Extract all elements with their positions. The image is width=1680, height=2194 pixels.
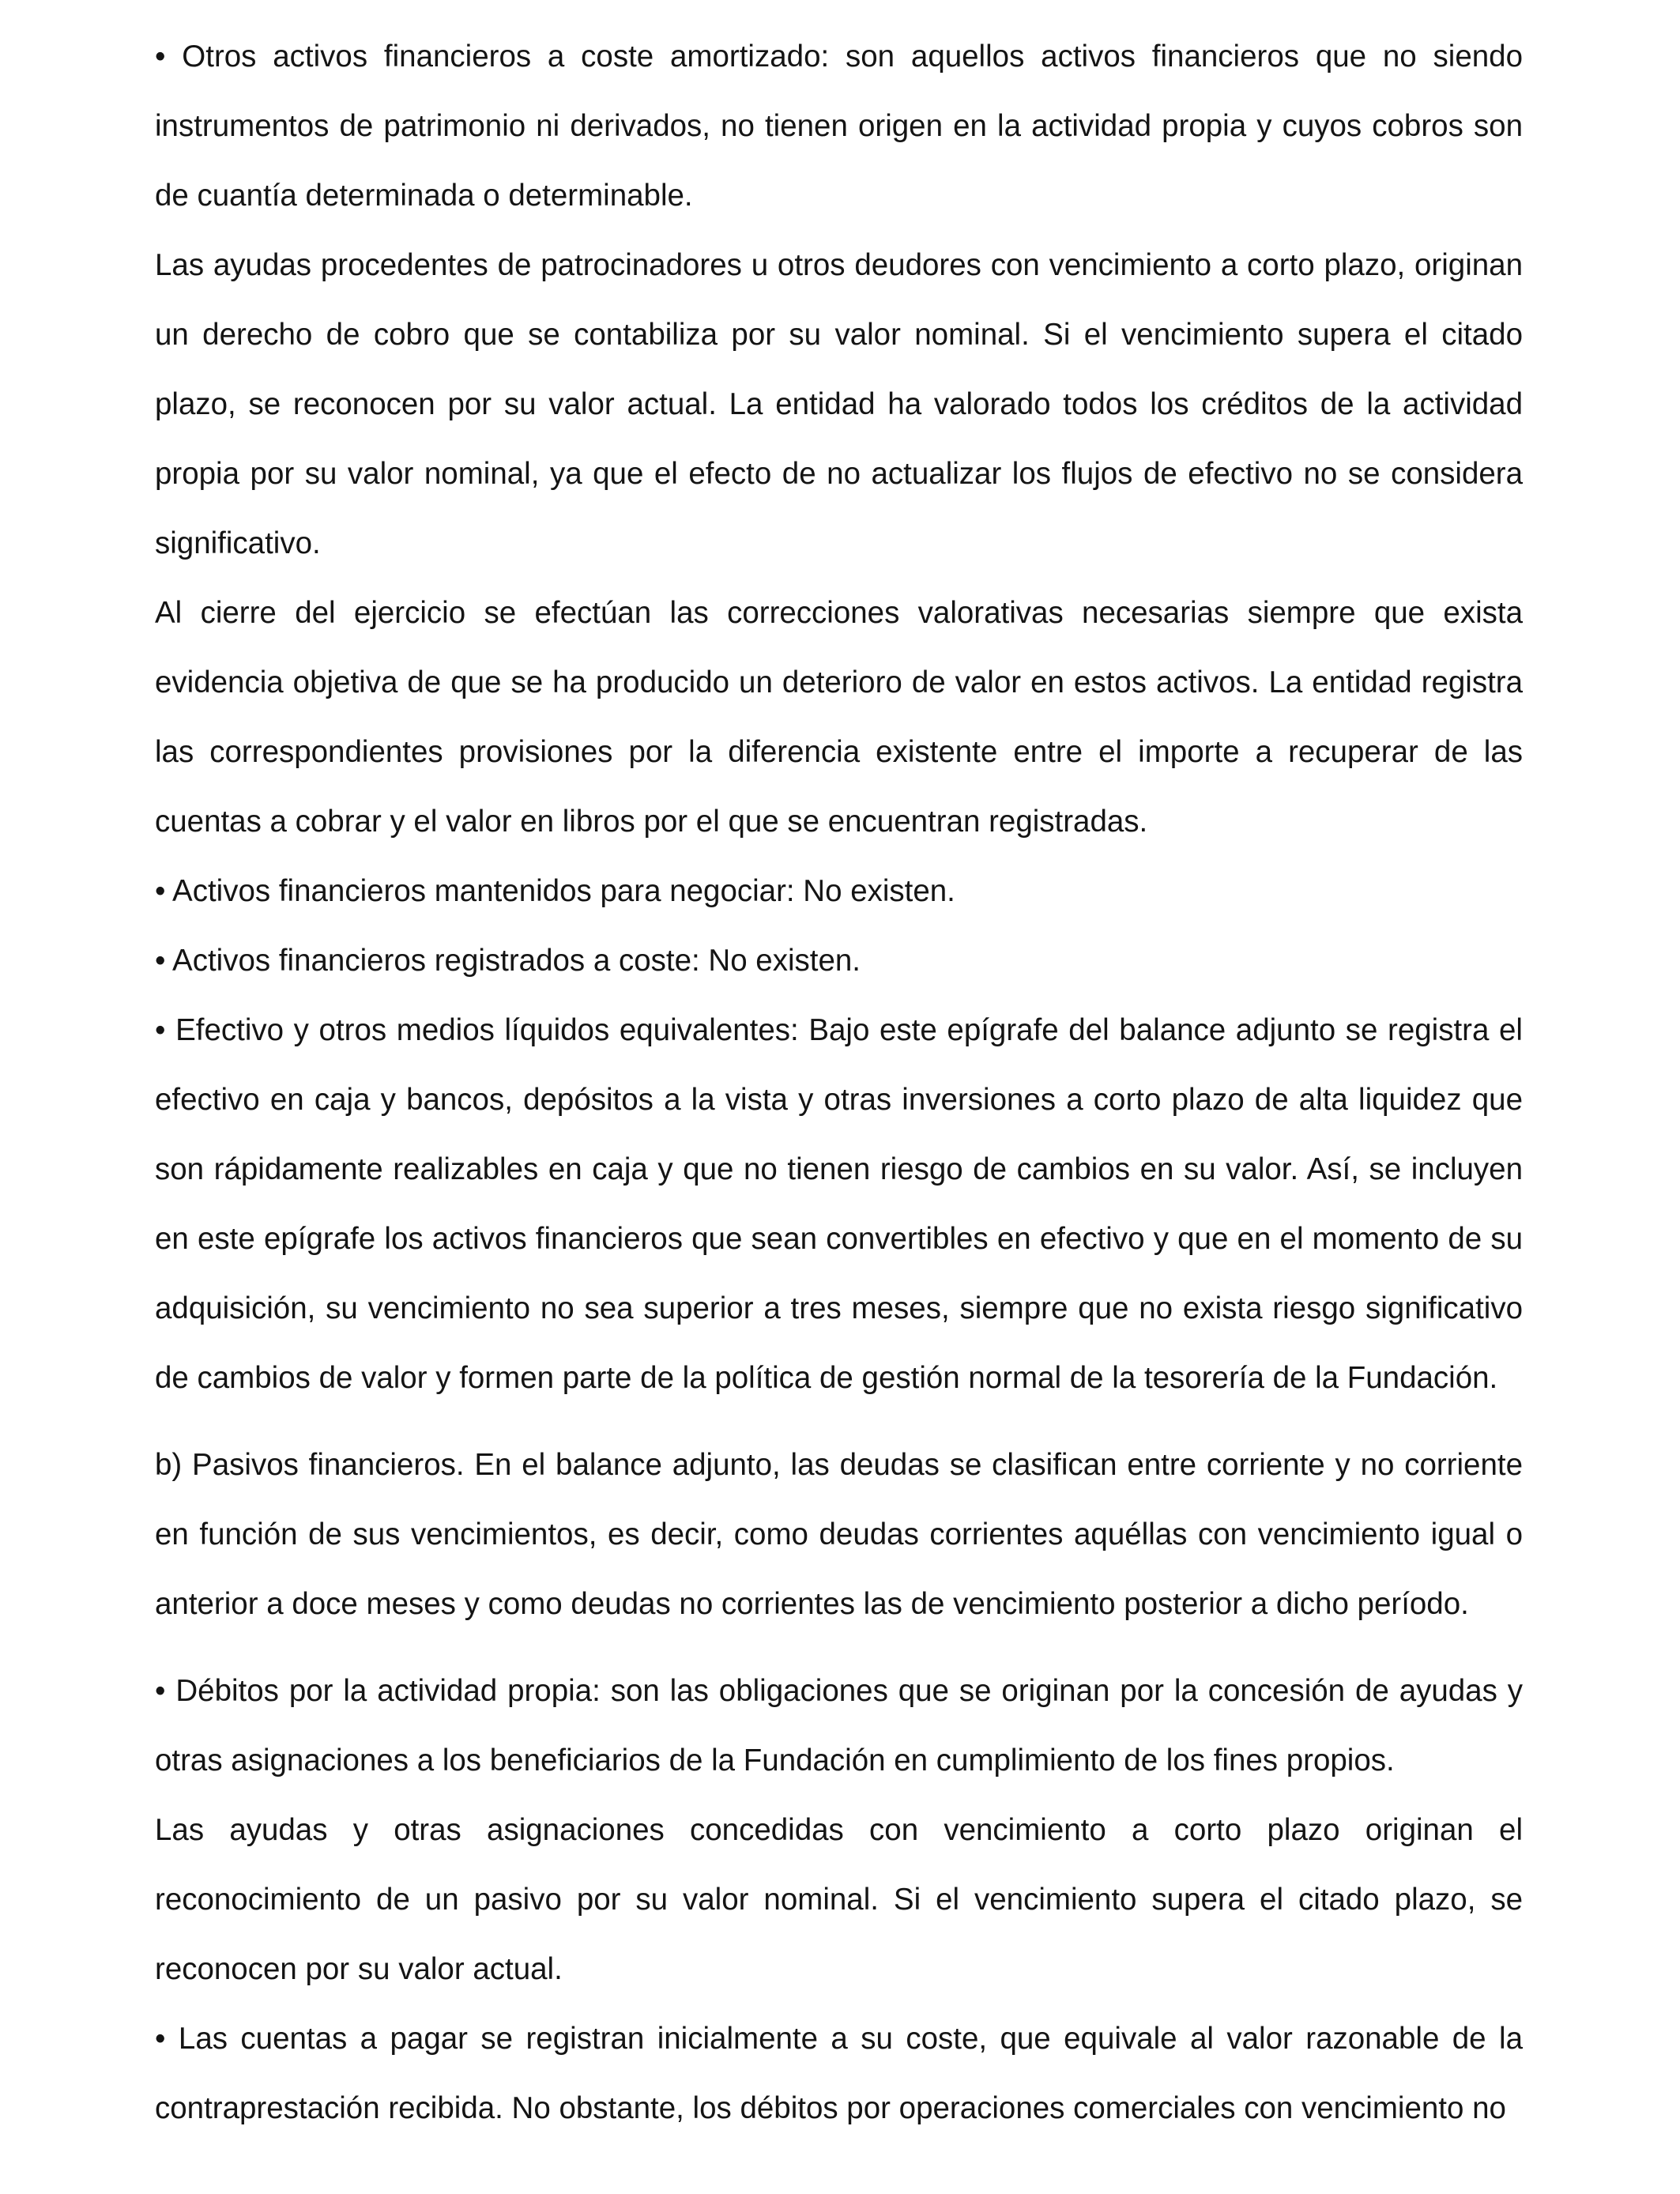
- paragraph-ayudas-asignaciones: Las ayudas y otras asignaciones concedidas con vencimiento a corto plazo originan el reconocimiento de un pasivo por su valor nominal. Si el vencimiento supera el citado plazo, se reconocen por su valor actual.: [155, 1813, 1523, 1986]
- paragraph-correcciones-valorativas: Al cierre del ejercicio se efectúan las correcciones valorativas necesarias siempre que exista evidencia objetiva de que se ha producido un deterioro de valor en estos activos. La entidad registra las correspondientes provisiones por la diferencia existente entre el importe a recuperar de las cuentas a cobrar y el valor en libros por el que se encuentran registradas.: [155, 596, 1523, 839]
- paragraph-activos-coste: • Activos financieros registrados a coste: No existen.: [155, 944, 861, 978]
- paragraph-otros-activos-financieros: • Otros activos financieros a coste amortizado: son aquellos activos financieros que no siendo instrumentos de patrimonio ni derivados, no tienen origen en la actividad propia y cuyos cobros son de cuantía determinada o determinable.: [155, 40, 1523, 213]
- document-page: [155, 22, 1523, 2143]
- paragraph-activos-negociar: • Activos financieros mantenidos para negociar: No existen.: [155, 874, 955, 908]
- paragraph-efectivo-liquidos: • Efectivo y otros medios líquidos equivalentes: Bajo este epígrafe del balance adjunto se registra el efectivo en caja y bancos, depósitos a la vista y otras inversiones a corto plazo de alta liquidez que son rápidamente realizables en caja y que no tienen riesgo de cambios en su valor. Así, se incluyen en este epígrafe los activos financieros que sean convertibles en efectivo y que en el momento de su adquisición, su vencimiento no sea superior a tres meses, siempre que no exista riesgo significativo de cambios de valor y formen parte de la política de gestión normal de la tesorería de la Fundación.: [155, 1013, 1523, 1395]
- paragraph-cuentas-pagar: • Las cuentas a pagar se registran inicialmente a su coste, que equivale al valor razonable de la contraprestación recibida. No obstante, los débitos por operaciones comerciales con vencimiento no: [155, 2022, 1523, 2125]
- paragraph-debitos-actividad-propia: • Débitos por la actividad propia: son las obligaciones que se originan por la concesión de ayudas y otras asignaciones a los beneficiarios de la Fundación en cumplimiento de los fines propios.: [155, 1674, 1523, 1777]
- paragraph-pasivos-financieros: b) Pasivos financieros. En el balance adjunto, las deudas se clasifican entre corriente y no corriente en función de sus vencimientos, es decir, como deudas corrientes aquéllas con vencimiento igual o anterior a doce meses y como deudas no corrientes las de vencimiento posterior a dicho período.: [155, 1448, 1523, 1621]
- paragraph-ayudas-patrocinadores: Las ayudas procedentes de patrocinadores u otros deudores con vencimiento a corto plazo, originan un derecho de cobro que se contabiliza por su valor nominal. Si el vencimiento supera el citado plazo, se reconocen por su valor actual. La entidad ha valorado todos los créditos de la actividad propia por su valor nominal, ya que el efecto de no actualizar los flujos de efectivo no se considera significativo.: [155, 248, 1523, 560]
